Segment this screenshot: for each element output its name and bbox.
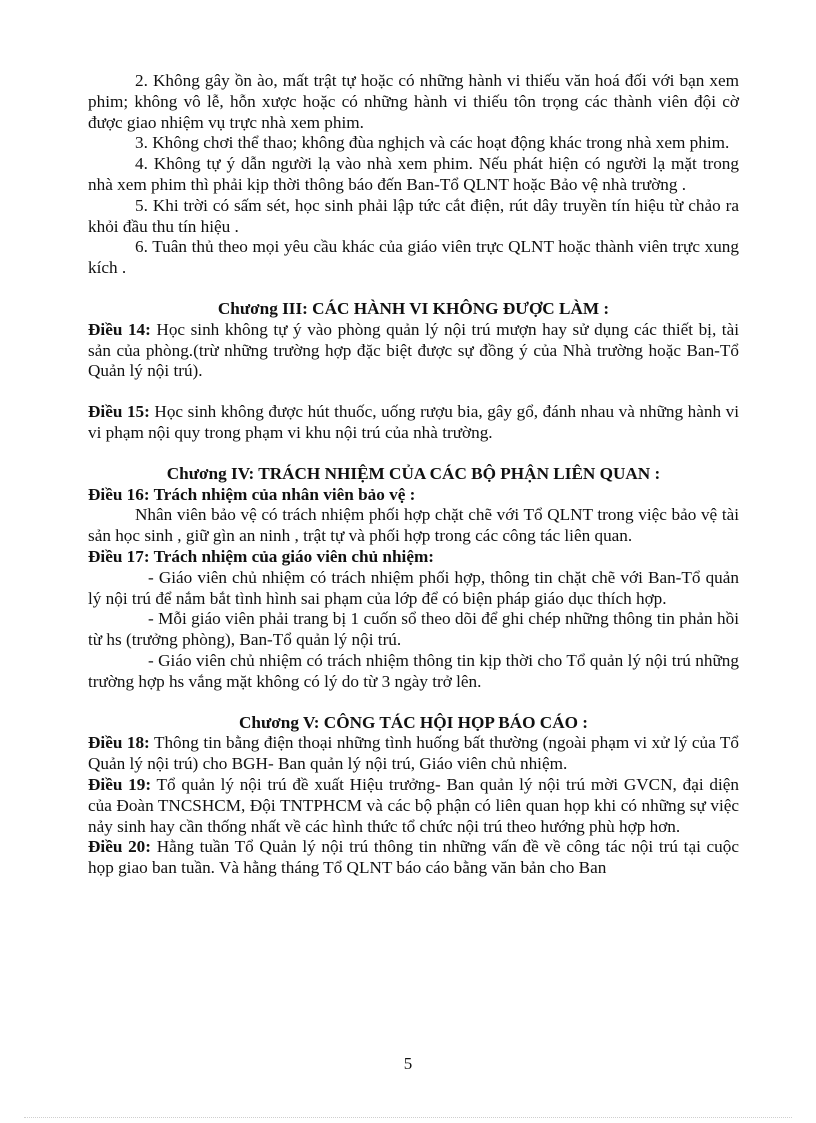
article-15-label: Điều 15:: [88, 402, 150, 422]
article-19-label: Điều 19:: [88, 774, 152, 794]
article-14-text: Học sinh không tự ý vào phòng quản lý nội trú mượn hay sử dụng các thiết bị, tài sản của phòng.(trừ những trường hợp đặc biệt được sự đồng ý của Nhà trường hoặc Ban-Tổ Quản lý nội trú).: [88, 319, 739, 381]
rule-item-6: 6. Tuân thủ theo mọi yêu cầu khác của giáo viên trực QLNT hoặc thành viên trực xung kích .: [88, 237, 739, 278]
article-20: [88, 837, 739, 879]
article-18-label: Điều 18:: [88, 733, 150, 753]
article-20-label: Điều 20:: [88, 837, 151, 857]
chapter-3-title: Chương III: CÁC HÀNH VI KHÔNG ĐƯỢC LÀM :: [217, 298, 610, 318]
article-14-label: Điều 14:: [88, 319, 151, 339]
chapter-5-title: Chương V: CÔNG TÁC HỘI HỌP BÁO CÁO :: [239, 712, 588, 732]
article-18-text: Thông tin bằng điện thoại những tình huống bất thường (ngoài phạm vi xử lý của Tổ Quản lý nội trú) cho BGH- Ban quản lý nội trú, Giáo viên chủ nhiệm.: [88, 733, 739, 774]
document-body: [88, 71, 739, 879]
article-19: [88, 775, 739, 837]
rule-item-5: 5. Khi trời có sấm sét, học sinh phải lập tức cắt điện, rút dây truyền tín hiệu từ chảo ra khỏi đầu thu tín hiệu .: [88, 195, 739, 236]
article-17-item-2: - Mỗi giáo viên phải trang bị 1 cuốn sổ theo dõi để ghi chép những thông tin phản hồi từ hs (trưởng phòng), Ban-Tổ quản lý nội trú.: [88, 609, 739, 650]
rule-item-2: 2. Không gây ồn ào, mất trật tự hoặc có những hành vi thiếu văn hoá đối với bạn xem phim; không vô lễ, hỗn xược hoặc có những hành vi thiếu tôn trọng các thành viên đội cờ được giao nhiệm vụ trực nhà xem phim.: [88, 71, 739, 132]
chapter-4-title: Chương IV: TRÁCH NHIỆM CỦA CÁC BỘ PHẬN LIÊN QUAN :: [166, 463, 661, 483]
article-16-heading: Điều 16: Trách nhiệm của nhân viên bảo vệ :: [88, 484, 416, 504]
article-15: [88, 402, 739, 444]
spacer: [88, 382, 739, 402]
article-17-item-1: - Giáo viên chủ nhiệm có trách nhiệm phối hợp, thông tin chặt chẽ với Ban-Tổ quản lý nội trú để nắm bắt tình hình sai phạm của lớp để có biện pháp giáo dục thích hợp.: [88, 567, 739, 608]
article-17-item-3: - Giáo viên chủ nhiệm có trách nhiệm thông tin kịp thời cho Tổ quản lý nội trú những trường hợp hs vắng mặt không có lý do từ 3 ngày trở lên.: [88, 650, 739, 691]
page-number: 5: [403, 1054, 413, 1073]
rule-item-4: 4. Không tự ý dẫn người lạ vào nhà xem phim. Nếu phát hiện có người lạ mặt trong nhà xem phim thì phải kịp thời thông báo đến Ban-Tổ QLNT hoặc Bảo vệ nhà trường .: [88, 154, 739, 194]
rule-item-3: 3. Không chơi thể thao; không đùa nghịch và các hoạt động khác trong nhà xem phim.: [135, 133, 730, 153]
article-17-heading: Điều 17: Trách nhiệm của giáo viên chủ nhiệm:: [88, 546, 434, 566]
article-20-text: Hằng tuần Tổ Quản lý nội trú thông tin những vấn đề về công tác nội trú tại cuộc họp giao ban tuần. Và hằng tháng Tổ QLNT báo cáo bằng văn bản cho Ban: [88, 837, 739, 878]
article-15-text: Học sinh không được hút thuốc, uống rượu bia, gây gổ, đánh nhau và những hành vi vi phạm nội quy trong phạm vi khu nội trú của nhà trường.: [88, 402, 739, 442]
page-bottom-divider: [24, 1117, 792, 1118]
article-19-text: Tổ quản lý nội trú đề xuất Hiệu trưởng- Ban quản lý nội trú mời GVCN, đại diện của Đoàn TNCSHCM, Đội TNTPHCM và các bộ phận có liên quan họp khi có những sự việc nảy sinh hay cần thống nhất về các hình thức tổ chức nội trú theo hướng phù hợp hơn.: [88, 774, 739, 836]
article-18: [88, 733, 739, 775]
article-16-text: Nhân viên bảo vệ có trách nhiệm phối hợp chặt chẽ với Tổ QLNT trong việc bảo vệ tài sản học sinh , giữ gìn an ninh , trật tự và phối hợp trong các công tác liên quan.: [88, 505, 739, 546]
article-14: [88, 320, 739, 382]
